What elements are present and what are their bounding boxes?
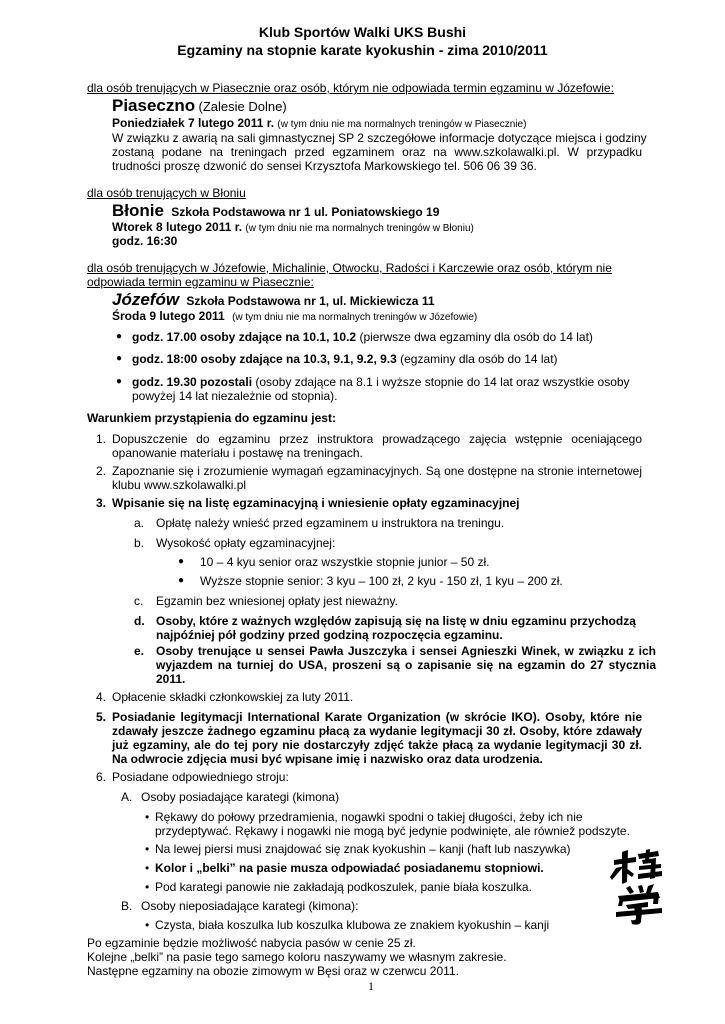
conditions-heading: Warunkiem przystąpienia do egzaminu jest:	[87, 411, 336, 425]
jozefow-heading	[112, 290, 435, 311]
cond-3e-line-3: 2011.	[156, 672, 186, 686]
footer-line-1: Po egzaminie będzie możliwość nabycia pasów w cenie 25 zł.	[87, 936, 416, 950]
piaseczno-place: (Zalesie Dolne)	[198, 99, 287, 114]
cond-3c-letter: c.	[134, 594, 144, 608]
cond-3-text: Wpisanie się na listę egzaminacyjną i wniesienie opłaty egzaminacyjnej	[112, 496, 520, 510]
piaseczno-name: Piaseczno	[112, 96, 196, 115]
page-number: 1	[368, 979, 374, 993]
attire-a3: Kolor i „belki” na pasie musza odpowiadać posiadanemu stopniowi.	[155, 861, 544, 875]
jozefow-date-note: (w tym dniu nie ma normalnych treningów w Józefowie)	[232, 312, 478, 323]
footer-line-2: Kolejne „belki” na pasie tego samego koloru naszywamy we własnym zakresie.	[87, 950, 507, 964]
blonie-name: Błonie	[112, 201, 164, 220]
piaseczno-info-1: W związku z awarią na sali gimnastycznej SP 2 szczegółowe informacje dotyczące miejsca i godziny	[112, 131, 647, 145]
cond-3d-line-2: najpóźniej pół godziny przed godziną rozpoczęcia egzaminu.	[156, 628, 503, 642]
cond-3d-letter: d.	[134, 614, 145, 628]
cond-5-line-3: już egzaminy, ale do tej pory nie dostarczyły zdjęć także płacą za wydanie legitymacji 30 zł.	[112, 738, 642, 752]
cond-5-line-1: Posiadanie legitymacji International Karate Organization (w skrócie IKO). Osoby, które nie	[112, 710, 642, 724]
bullet-dot: •	[145, 880, 150, 894]
cond-3e-letter: e.	[134, 644, 145, 658]
blonie-date: Wtorek 8 lutego 2011 r.	[112, 220, 243, 234]
piaseczno-date-line	[112, 116, 526, 132]
attire-b1: Czysta, biała koszulka lub koszulka klubowa ze znakiem kyokushin – kanji	[155, 918, 550, 932]
attire-a1-line-2: przydeptywać. Rękawy i nogawki nie mogą być jedynie podwinięte, ale równiež podszyte.	[155, 824, 630, 838]
cond-2-num: 2.	[96, 464, 107, 478]
cond-6-text: Posiadane odpowiedniego stroju:	[112, 770, 289, 784]
slot-2-note: (egzaminy dla osób do 14 lat)	[396, 352, 558, 366]
document-title: Klub Sportów Walki UKS Bushi	[258, 24, 467, 40]
slot-3-time: godz. 19.30 pozostali	[132, 375, 253, 389]
bullet-dot: •	[145, 842, 150, 856]
jozefow-intro-1: dla osób trenujących w Józefowie, Michalinie, Otwocku, Radości i Karczewie oraz osób, którym nie	[87, 261, 612, 275]
cond-5-line-2: zdawały jeszcze żadnego egzaminu płacą za wydanie legitymacji 30 zł. Osoby, które zdawały	[112, 724, 642, 738]
kyokushin-kanji-logo	[608, 848, 668, 926]
piaseczno-info-2: zostaną podane na treningach przed egzaminem oraz na www.szkolawalki.pl. W przypadku	[112, 145, 642, 159]
jozefow-slot-1	[132, 330, 593, 344]
bullet-dot: ●	[116, 376, 123, 387]
document-subtitle: Egzaminy na stopnie karate kyokushin - zima 2010/2011	[177, 42, 548, 58]
cond-6-num: 6.	[96, 770, 107, 784]
cond-2-line-2: klubu www.szkolawalki.pl	[112, 478, 247, 492]
piaseczno-heading	[112, 96, 287, 117]
cond-6B-letter: B.	[121, 899, 133, 913]
jozefow-slot-3	[132, 375, 630, 389]
cond-3e-line-1: Osoby trenujące u sensei Pawła Juszczyka i sensei Agnieszki Winek, w związku z ich	[156, 644, 656, 658]
piaseczno-info-3: trudności proszę dzwonić do sensei Krzysztofa Markowskiego tel. 506 06 39 36.	[112, 159, 537, 173]
slot-2-time: godz. 18:00 osoby zdające na 10.3, 9.1, 9.2, 9.3	[132, 352, 397, 366]
blonie-time: godz. 16:30	[112, 234, 178, 248]
fee-1: 10 – 4 kyu senior oraz wszystkie stopnie junior – 50 zł.	[200, 555, 490, 569]
fee-2: Wyższe stopnie senior: 3 kyu – 100 zł, 2 kyu - 150 zł, 1 kyu – 200 zł.	[200, 574, 563, 588]
blonie-place: Szkoła Podstawowa nr 1 ul. Poniatowskiego 19	[171, 205, 440, 219]
blonie-heading	[112, 201, 439, 222]
attire-a2: Na lewej piersi musi znajdować się znak kyokushin – kanji (haft lub naszywka)	[155, 842, 571, 856]
cond-3d-line-1: Osoby, które z ważnych względów zapisują się na listę w dniu egzaminu przychodzą	[156, 614, 636, 628]
jozefow-intro-2: odpowiada termin egzaminu w Piasecznie:	[87, 275, 314, 289]
jozefow-date-line	[112, 309, 477, 325]
cond-6B-text: Osoby nieposiadające karategi (kimona):	[141, 899, 359, 913]
cond-3b-letter: b.	[134, 536, 145, 550]
cond-6A-text: Osoby posiadające karategi (kimona)	[141, 790, 340, 804]
cond-4-num: 4.	[96, 690, 107, 704]
bullet-dot: ●	[178, 556, 185, 567]
bullet-dot: •	[145, 810, 150, 824]
kanji-icon	[608, 848, 668, 926]
cond-5-line-4: Na odwrocie zdjęcia musi być wpisane imię i nazwisko oraz data urodzenia.	[112, 752, 543, 766]
cond-6A-letter: A.	[121, 790, 133, 804]
jozefow-slot-3-cont: powyżej 14 lat niezależnie od stopnia).	[132, 389, 338, 403]
cond-1-line-1: Dopuszczenie do egzaminu przez instruktora prowadzącego zajęcia wstępnie oceniającego	[112, 432, 642, 446]
jozefow-place: Szkoła Podstawowa nr 1, ul. Mickiewicza 11	[186, 294, 435, 308]
bullet-dot: ●	[116, 353, 123, 364]
piaseczno-intro: dla osób trenujących w Piasecznie oraz osób, którym nie odpowiada termin egzaminu w Józefowie:	[87, 81, 614, 95]
cond-1-line-2: opanowanie materiału i postawę na treningach.	[112, 446, 363, 460]
cond-3a-text: Opłatę należy wnieść przed egzaminem u instruktora na treningu.	[156, 516, 505, 530]
cond-3a-letter: a.	[134, 516, 145, 530]
cond-3e-line-2: wyjazdem na turniej do USA, proszeni są o zapisanie się na egzamin do 27 stycznia	[156, 658, 656, 672]
slot-1-note: (pierwsze dwa egzaminy dla osób do 14 lat)	[356, 330, 593, 344]
bullet-dot: ●	[116, 331, 123, 342]
cond-4-text: Opłacenie składki członkowskiej za luty 2011.	[112, 690, 354, 704]
piaseczno-date-note: (w tym dniu nie ma normalnych treningów w Piasecznie)	[277, 119, 527, 130]
cond-3c-text: Egzamin bez wniesionej opłaty jest nieważny.	[156, 594, 398, 608]
footer-line-3: Następne egzaminy na obozie zimowym w Bęsi oraz w czerwcu 2011.	[87, 964, 459, 978]
cond-1-num: 1.	[96, 432, 107, 446]
cond-3b-text: Wysokość opłaty egzaminacyjnej:	[156, 536, 336, 550]
cond-3-num: 3.	[96, 496, 107, 510]
attire-a4: Pod karategi panowie nie zakładają podkoszulek, panie biała koszulka.	[155, 880, 532, 894]
attire-a1-line-1: Rękawy do połowy przedramienia, nogawki spodni o takiej długości, żeby ich nie	[155, 810, 583, 824]
bullet-dot: •	[145, 918, 150, 932]
piaseczno-date: Poniedziałek 7 lutego 2011 r.	[112, 116, 275, 130]
jozefow-date: Środa 9 lutego 2011	[112, 309, 225, 323]
slot-1-time: godz. 17.00 osoby zdające na 10.1, 10.2	[132, 330, 357, 344]
bullet-dot: ●	[178, 575, 185, 586]
cond-2-line-1: Zapoznanie się i zrozumienie wymagań egzaminacyjnych. Są one dostępne na stronie internetowej	[112, 464, 642, 478]
jozefow-slot-2	[132, 352, 558, 366]
bullet-dot: •	[145, 861, 150, 875]
blonie-date-note: (w tym dniu nie ma normalnych treningów w Błoniu)	[245, 223, 474, 234]
slot-3-note: (osoby zdające na 8.1 i wyższe stopnie do 14 lat oraz wszystkie osoby	[252, 375, 630, 389]
cond-5-num: 5.	[96, 710, 107, 724]
blonie-intro: dla osób trenujących w Błoniu	[87, 186, 246, 200]
jozefow-name: Józefów	[112, 290, 180, 309]
